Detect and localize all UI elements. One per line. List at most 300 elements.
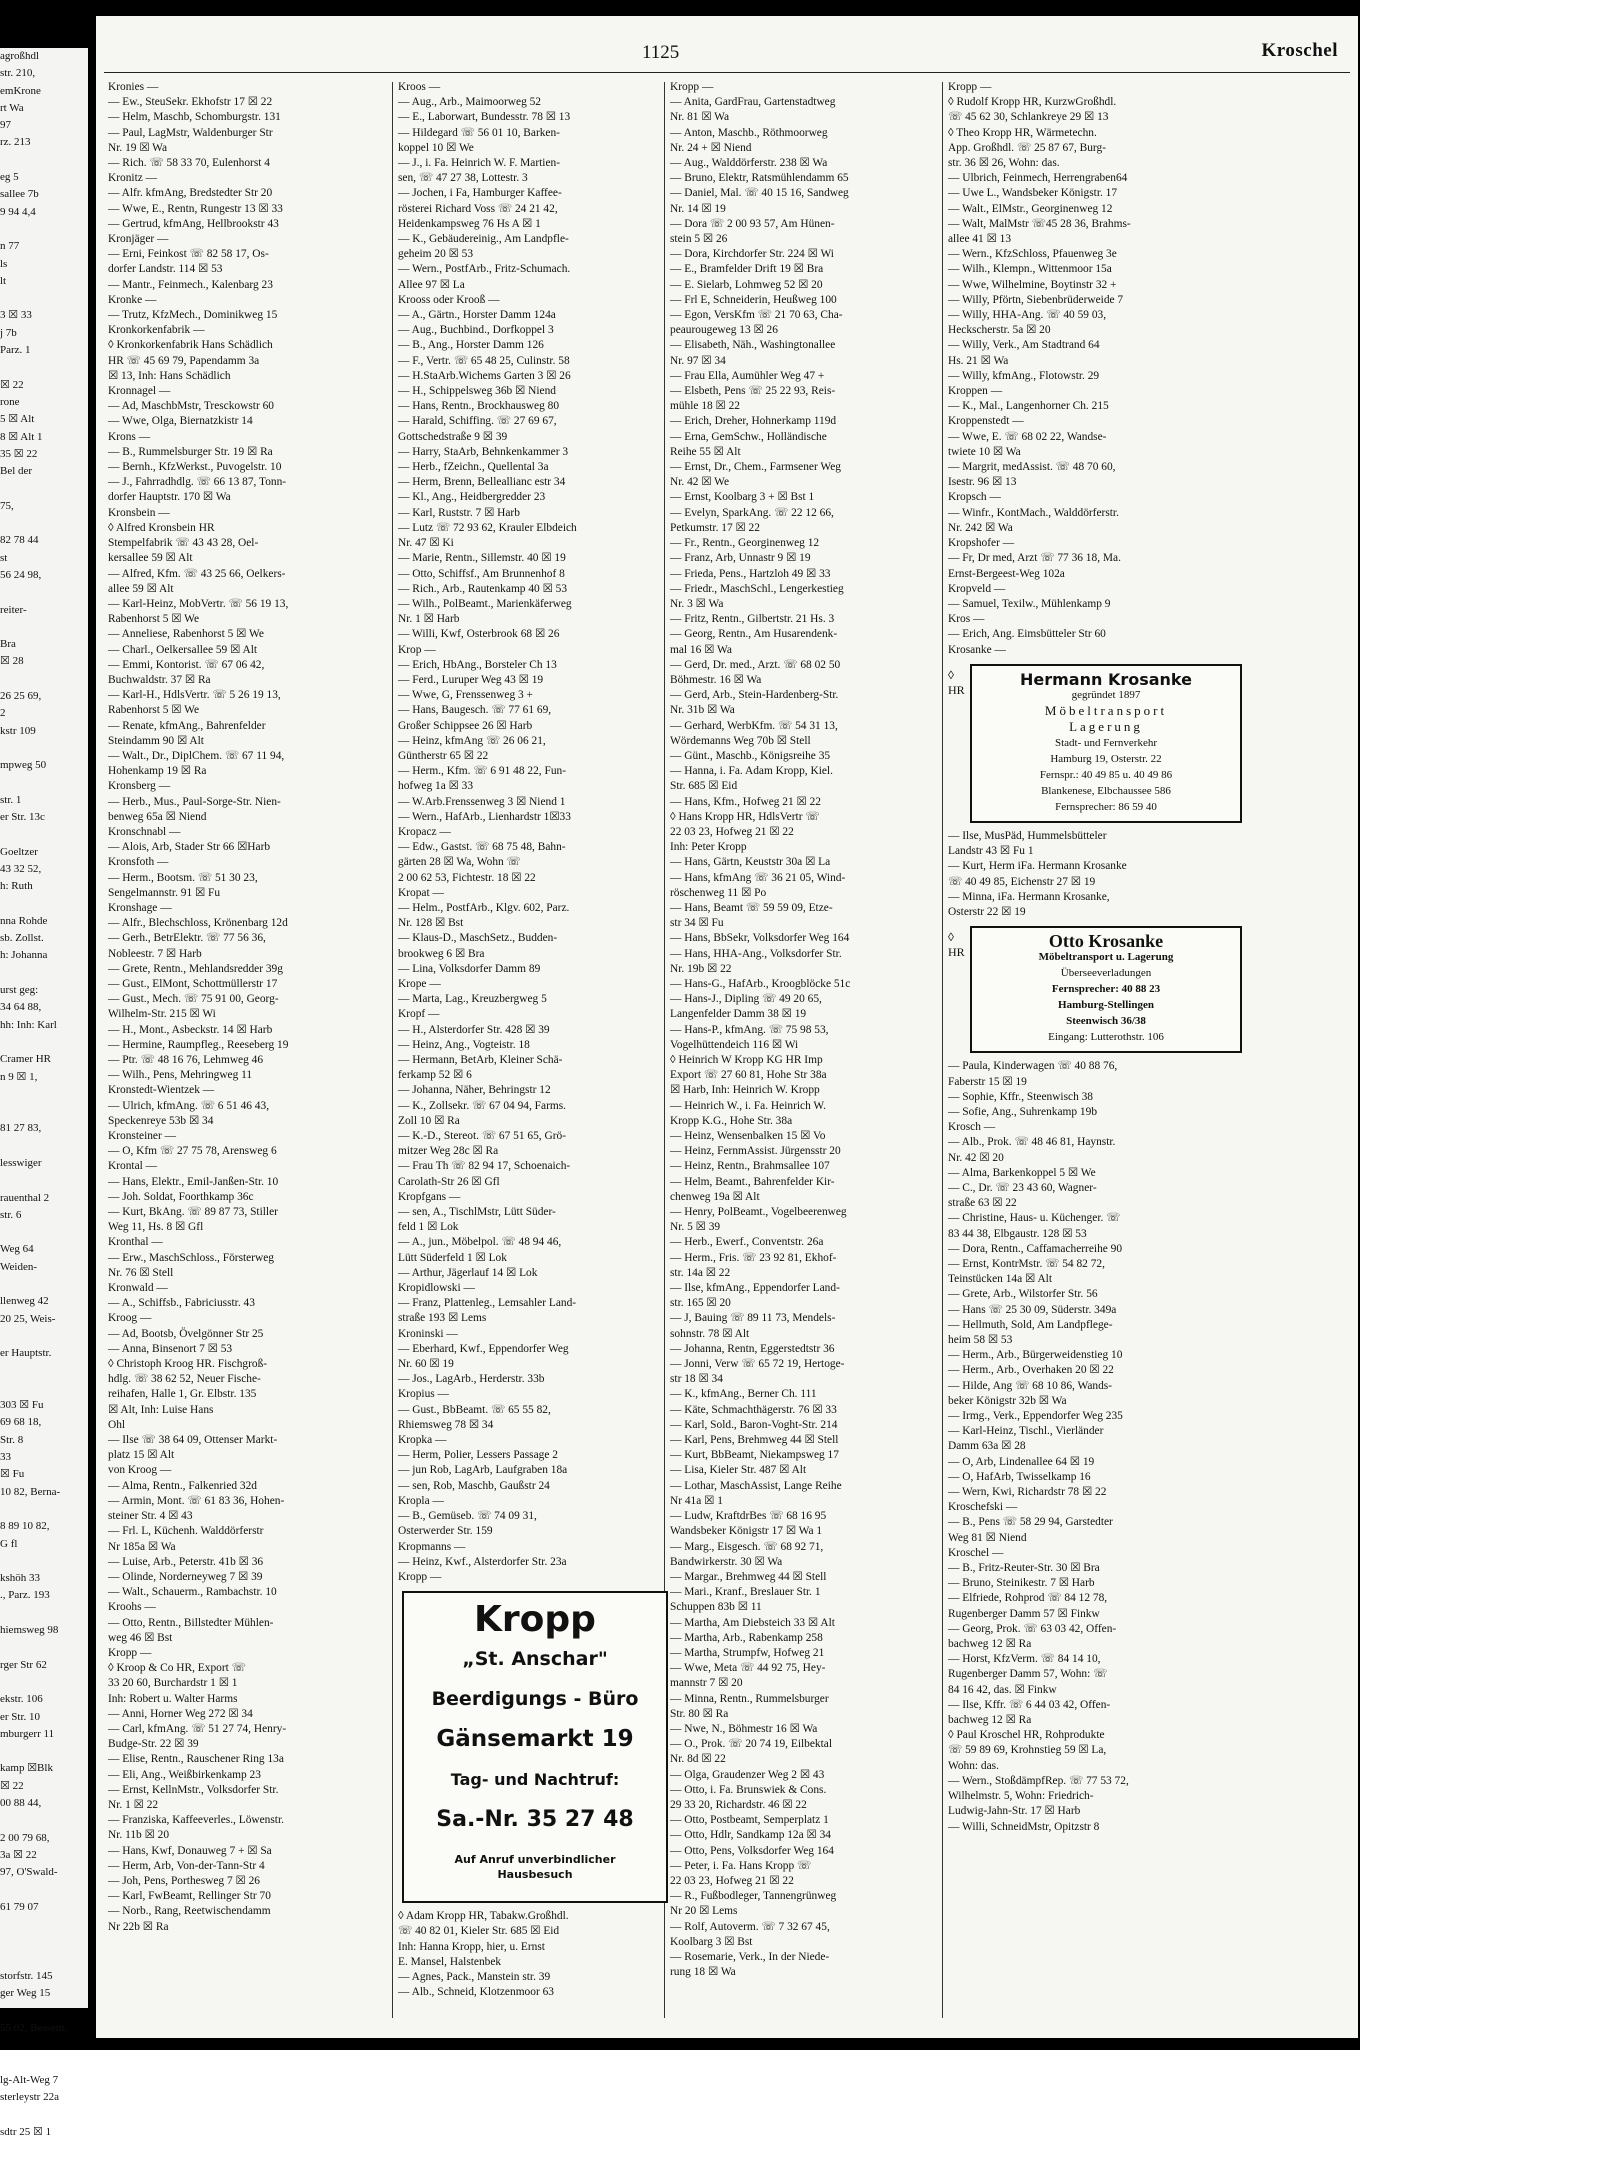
left-page-fragment: 61 79 07	[0, 1900, 39, 1913]
directory-entry: Petkumstr. 17 ☒ 22	[670, 521, 760, 534]
directory-entry: — Karl, Sold., Baron-Voght-Str. 214	[670, 1418, 838, 1431]
krosanke-ad-row	[948, 658, 1248, 829]
directory-entry: ◊ Rudolf Kropp HR, KurzwGroßhdl.	[948, 96, 1117, 109]
directory-entry: — Georg, Rentn., Am Husarendenk-	[670, 628, 838, 641]
directory-entry: — Rich., Arb., Rautenkamp 40 ☒ 53	[398, 582, 568, 595]
directory-entry: — Georg, Prok. ☏ 63 03 42, Offen-	[948, 1622, 1117, 1635]
left-page-fragment	[0, 515, 88, 532]
left-page-fragment: 69 68 18,	[0, 1416, 42, 1429]
left-page-fragment: 3 ☒ 33	[0, 309, 32, 322]
left-page-fragment: ger Weg 15	[0, 1987, 51, 2000]
left-page-fragment	[0, 1086, 88, 1103]
ad-line: Hamburg 19, Osterstr. 22	[1050, 752, 1162, 765]
directory-entry: — Anni, Horner Weg 272 ☒ 34	[108, 1707, 253, 1720]
left-page-fragment: 2	[0, 707, 6, 720]
directory-entry: ☏ 40 82 01, Kieler Str. 685 ☒ Eid	[398, 1925, 560, 1938]
directory-entry: — Walt, MalMstr ☏45 28 36, Brahms-	[948, 217, 1131, 230]
running-head: Kroschel	[1261, 40, 1338, 61]
directory-entry: — Edw., Gastst. ☏ 68 75 48, Bahn-	[398, 841, 566, 854]
directory-entry: — Wwe, Olga, Biernatzkistr 14	[108, 415, 253, 428]
left-page-fragment: 2 00 79 68,	[0, 1831, 50, 1844]
directory-entry: — Wern, Kwi, Richardstr 78 ☒ 22	[948, 1486, 1107, 1499]
directory-entry: — Otto, Pens, Volksdorfer Weg 164	[670, 1844, 834, 1857]
ad-line: Hausbesuch	[497, 1868, 573, 1882]
directory-entry: — Winfr., KontMach., Walddörferstr.	[948, 506, 1119, 519]
directory-entry: — Erich, HbAng., Borsteler Ch 13	[398, 658, 557, 671]
left-page-fragment: llenweg 42	[0, 1295, 49, 1308]
directory-entry: — Gust., Mech. ☏ 75 91 00, Georg-	[108, 993, 279, 1006]
directory-entry: — Eberhard, Kwf., Eppendorfer Weg	[398, 1342, 569, 1355]
left-page-fragment	[0, 1172, 88, 1189]
directory-entry: ☒ 13, Inh: Hans Schädlich	[108, 369, 231, 382]
left-page-fragment: 5 ☒ Alt	[0, 413, 35, 426]
left-page-fragment: er Str. 13c	[0, 811, 45, 824]
directory-entry: — B., Gemüseb. ☏ 74 09 31,	[398, 1510, 537, 1523]
directory-entry: — Willy, Pförtn, Siebenbrüderweide 7	[948, 293, 1124, 306]
left-page-fragment: storfstr. 145	[0, 1969, 53, 1982]
left-page-fragment: rt Wa	[0, 101, 24, 114]
directory-entry: beker Königstr 32b ☒ Wa	[948, 1394, 1067, 1407]
directory-entry: 2 00 62 53, Fichtestr. 18 ☒ 22	[398, 871, 536, 884]
kropp-funeral-advertisement	[402, 1591, 668, 1903]
directory-entry: Koolbarg 3 ☒ Bst	[670, 1935, 753, 1948]
directory-entry: Nr. 31b ☒ Wa	[670, 704, 735, 717]
directory-entry: — J., Fahrradhdlg. ☏ 66 13 87, Tonn-	[108, 476, 287, 489]
directory-entry: ◊ Theo Kropp HR, Wärmetechn.	[948, 126, 1097, 139]
left-page-fragment	[0, 2003, 88, 2020]
directory-entry: Kroninski —	[398, 1327, 458, 1340]
directory-entry: Kronsfoth —	[108, 856, 169, 869]
directory-entry: — Aug., Buchbind., Dorfkoppel 3	[398, 324, 554, 337]
directory-entry: — Hans-P., kfmAng. ☏ 75 98 53,	[670, 1023, 829, 1036]
directory-entry: Nr 185a ☒ Wa	[108, 1540, 176, 1553]
left-page-fragment	[0, 1605, 88, 1622]
directory-entry: 22 03 23, Hofweg 21 ☒ 22	[670, 1874, 794, 1887]
directory-entry: platz 15 ☒ Alt	[108, 1449, 175, 1462]
directory-entry: — Wwe, E., Rentn, Rungestr 13 ☒ 33	[108, 202, 283, 215]
directory-entry: — Erni, Feinkost ☏ 82 58 17, Os-	[108, 248, 269, 261]
directory-entry: — Karl-Heinz, Tischl., Vierländer	[948, 1425, 1104, 1438]
ad-line: Fernsprecher: 40 88 23	[1051, 983, 1161, 996]
directory-entry: 33 20 60, Burchardstr 1 ☒ 1	[108, 1677, 238, 1690]
left-page-fragment: sb. Zollst.	[0, 932, 44, 945]
directory-entry: — K., Zollsekr. ☏ 67 04 94, Farms.	[398, 1099, 567, 1112]
left-page-fragment	[0, 1138, 88, 1155]
directory-entry: — Hans, Gärtn, Keuststr 30a ☒ La	[670, 856, 831, 869]
directory-entry: — Sophie, Kffr., Steenwisch 38	[948, 1090, 1094, 1103]
directory-entry: — Ulbrich, Feinmech, Herrengraben64	[948, 172, 1128, 185]
directory-entry: Kropidlowski —	[398, 1282, 475, 1295]
ad-phone: Sa.-Nr. 35 27 48	[436, 1807, 634, 1833]
left-page-fragment	[0, 965, 88, 982]
directory-entry: — O., Prok. ☏ 20 74 19, Eilbektal	[670, 1738, 832, 1751]
directory-entry: — Johanna, Rentn, Eggerstedtstr 36	[670, 1342, 835, 1355]
directory-entry: Böhmestr. 16 ☒ Wa	[670, 673, 762, 686]
directory-entry: Kropka —	[398, 1434, 447, 1447]
left-page-fragment: 00 88 44,	[0, 1796, 42, 1809]
directory-entry: — Hermine, Raumpfleg., Reeseberg 19	[108, 1038, 289, 1051]
directory-entry: peaurougeweg 13 ☒ 26	[670, 324, 778, 337]
ad-name: Otto Krosanke	[1048, 931, 1164, 952]
directory-entry: — Herb., Ewerf., Conventstr. 26a	[670, 1236, 824, 1249]
directory-entry: Kronitz —	[108, 172, 158, 185]
left-page-fragment	[0, 290, 88, 307]
left-page-fragment: Bel der	[0, 465, 33, 478]
directory-entry: Sengelmannstr. 91 ☒ Fu	[108, 886, 221, 899]
directory-entry: — Gust., ElMont, Schottmüllerstr 17	[108, 977, 278, 990]
directory-entry: hdlg. ☏ 38 62 52, Neuer Fische-	[108, 1373, 261, 1386]
left-page-fragment: str. 210,	[0, 67, 36, 80]
left-page-fragment: agroßhdl	[0, 50, 40, 62]
directory-entry: — Johanna, Näher, Behringstr 12	[398, 1084, 551, 1097]
directory-entry: — Karl, Ruststr. 7 ☒ Harb	[398, 506, 520, 519]
left-page-fragment: 81 27 83,	[0, 1122, 42, 1135]
directory-entry: — Alma, Rentn., Falkenried 32d	[108, 1479, 258, 1492]
directory-entry: — Franziska, Kaffeeverles., Löwenstr.	[108, 1814, 284, 1827]
left-page-fragment: sallee 7b	[0, 188, 39, 201]
directory-entry: Kropsch —	[948, 491, 1001, 504]
column-3	[670, 80, 946, 2035]
ad-line: Blankenese, Elbchaussee 586	[1041, 784, 1171, 797]
ad-line: Fernsprecher: 86 59 40	[1055, 800, 1157, 813]
directory-entry: Nr. 128 ☒ Bst	[398, 917, 464, 930]
directory-entry: Nr. 5 ☒ 39	[670, 1221, 721, 1234]
directory-entry: — Aug., Arb., Maimoorweg 52	[398, 96, 542, 109]
directory-entry: — Heinrich W., i. Fa. Heinrich W.	[670, 1099, 826, 1112]
left-page-fragment: lt	[0, 274, 7, 287]
ad-line: Steenwisch 36/38	[1066, 1015, 1146, 1028]
directory-entry: allee 41 ☒ 13	[948, 233, 1012, 246]
directory-entry: koppel 10 ☒ We	[398, 141, 474, 154]
directory-page	[96, 16, 1358, 2038]
directory-entry: Carolath-Str 26 ☒ Gfl	[398, 1175, 500, 1188]
directory-entry: — Friedr., MaschSchl., Lengerkestieg	[670, 582, 844, 595]
directory-entry: Nr. 8d ☒ 22	[670, 1753, 726, 1766]
directory-entry: ◊ Kronkorkenfabrik Hans Schädlich	[108, 339, 273, 352]
directory-entry: Rhiemsweg 78 ☒ 34	[398, 1418, 494, 1431]
left-page-fragment	[0, 1034, 88, 1051]
directory-entry: — Jos., LagArb., Herderstr. 33b	[398, 1373, 545, 1386]
directory-entry: — K., Mal., Langenhorner Ch. 215	[948, 400, 1109, 413]
directory-entry: ◊ Paul Kroschel HR, Rohprodukte	[948, 1729, 1105, 1742]
directory-entry: Kronsteiner —	[108, 1130, 177, 1143]
directory-entry: Kroschefski —	[948, 1501, 1018, 1514]
directory-entry: — Herm., Arb., Overhaken 20 ☒ 22	[948, 1364, 1114, 1377]
ad-line: Tag- und Nachtruf:	[450, 1770, 620, 1789]
directory-entry: — Anton, Maschb., Röthmoorweg	[670, 126, 828, 139]
directory-entry: rung 18 ☒ Wa	[670, 1966, 736, 1979]
ad-line: Möbeltransport	[1044, 702, 1168, 718]
directory-entry: Nr. 1 ☒ Harb	[398, 613, 460, 626]
directory-entry: Kronsbein —	[108, 506, 170, 519]
directory-entry: — Grete, Arb., Wilstorfer Str. 56	[948, 1288, 1098, 1301]
directory-entry: — Frau Th ☏ 82 94 17, Schoenaich-	[398, 1160, 571, 1173]
directory-entry: — Hans-J., Dipling ☏ 49 20 65,	[670, 993, 822, 1006]
left-page-fragment: urst geg:	[0, 984, 39, 997]
directory-entry: Damm 63a ☒ 28	[948, 1440, 1026, 1453]
left-page-fragment: ☒ 22	[0, 378, 24, 391]
directory-entry: Export ☏ 27 60 81, Hohe Str 38a	[670, 1069, 827, 1082]
directory-entry: str 34 ☒ Fu	[670, 917, 724, 930]
directory-entry: Wilhelm-Str. 215 ☒ Wi	[108, 1008, 216, 1021]
directory-entry: — C., Dr. ☏ 23 43 60, Wagner-	[948, 1181, 1097, 1194]
left-page-fragment: mburgerr 11	[0, 1727, 55, 1740]
directory-entry: — sen, A., TischlMstr, Lütt Süder-	[398, 1206, 556, 1219]
header-rule	[104, 72, 1350, 73]
directory-entry: — Harald, Schiffing. ☏ 27 69 67,	[398, 415, 557, 428]
directory-entry: Kronkorkenfabrik —	[108, 324, 205, 337]
directory-entry: str. 36 ☒ 26, Wohn: das.	[948, 157, 1060, 170]
directory-entry: — K.-D., Stereot. ☏ 67 51 65, Grö-	[398, 1130, 566, 1143]
directory-entry: — Wern., HafArb., Lienhardstr 1☒33	[398, 810, 571, 823]
left-page-fragment: emKrone	[0, 84, 41, 97]
left-page-fragment: h: Johanna	[0, 949, 48, 962]
directory-entry: — Ew., SteuSekr. Ekhofstr 17 ☒ 22	[108, 96, 273, 109]
left-page-fragment: 8 89 10 82,	[0, 1520, 50, 1533]
directory-entry: Nr. 47 ☒ Ki	[398, 537, 454, 550]
krosanke-ad-row	[948, 920, 1248, 1059]
directory-entry: — Elsbeth, Pens ☏ 25 22 93, Reis-	[670, 385, 836, 398]
directory-entry: — Klaus-D., MaschSetz., Budden-	[398, 932, 558, 945]
directory-entry: bachweg 12 ☒ Ra	[948, 1714, 1032, 1727]
directory-entry: Inh: Peter Kropp	[670, 841, 747, 854]
directory-entry: steiner Str. 4 ☒ 43	[108, 1510, 193, 1523]
directory-entry: Kroohs —	[108, 1601, 156, 1614]
directory-entry: — J, Bauing ☏ 89 11 73, Mendels-	[670, 1312, 836, 1325]
directory-entry: — Hellmuth, Sold, Am Landpflege-	[948, 1318, 1113, 1331]
directory-entry: — Karl, FwBeamt, Rellinger Str 70	[108, 1890, 271, 1903]
directory-entry: — Walt., ElMstr., Georginenweg 12	[948, 202, 1113, 215]
directory-entry: Nr. 76 ☒ Stell	[108, 1266, 174, 1279]
directory-entry: ☏ 40 49 85, Eichenstr 27 ☒ 19	[948, 875, 1096, 888]
directory-entry: — Ilse, kfmAng., Eppendorfer Land-	[670, 1282, 840, 1295]
directory-entry: — Heinz, Wensenbalken 15 ☒ Vo	[670, 1130, 826, 1143]
directory-entry: — Heinz, Rentn., Brahmsallee 107	[670, 1160, 830, 1173]
directory-entry: — Hans, HHA-Ang., Volksdorfer Str.	[670, 947, 842, 960]
ad-name: Hermann Krosanke	[1019, 669, 1192, 689]
left-page-fragment: 97	[0, 119, 11, 132]
directory-entry: — Karl-Heinz, MobVertr. ☏ 56 19 13,	[108, 597, 289, 610]
directory-entry: — Martha, Am Diebsteich 33 ☒ Alt	[670, 1616, 835, 1629]
directory-entry: Ernst-Bergeest-Weg 102a	[948, 567, 1065, 580]
directory-entry: Nr. 14 ☒ 19	[670, 202, 726, 215]
directory-entry: Kropat —	[398, 886, 444, 899]
directory-entry: mannstr 7 ☒ 20	[670, 1677, 743, 1690]
directory-entry: chenweg 19a ☒ Alt	[670, 1190, 760, 1203]
left-page-fragment: Str. 8	[0, 1433, 24, 1446]
directory-entry: straße 193 ☒ Lems	[398, 1312, 487, 1325]
directory-entry: Krooss oder Krooß —	[398, 293, 500, 306]
directory-entry: allee 59 ☒ Alt	[108, 582, 174, 595]
left-page-fragment	[0, 221, 88, 238]
directory-entry: ferkamp 52 ☒ 6	[398, 1069, 472, 1082]
directory-entry: — Alma, Barkenkoppel 5 ☒ We	[948, 1166, 1096, 1179]
directory-entry: — Rolf, Autoverm. ☏ 7 32 67 45,	[670, 1920, 830, 1933]
directory-entry: — Walt., Schauerm., Rambachstr. 10	[108, 1586, 277, 1599]
directory-entry: — Samuel, Texilw., Mühlenkamp 9	[948, 597, 1111, 610]
directory-entry: — Emmi, Kontorist. ☏ 67 06 42,	[108, 658, 265, 671]
directory-entry: — Wern., KfzSchloss, Pfauenweg 3e	[948, 248, 1117, 261]
directory-entry: — O, Kfm ☏ 27 75 78, Arensweg 6	[108, 1145, 277, 1158]
left-page-fragment: kshöh 33	[0, 1572, 41, 1585]
directory-entry: — Hans ☏ 25 30 09, Süderstr. 349a	[948, 1303, 1117, 1316]
left-page-fragment	[0, 1103, 88, 1120]
directory-entry: — Minna, Rentn., Rummelsburger	[670, 1692, 829, 1705]
directory-entry: Schuppen 83b ☒ 11	[670, 1601, 762, 1614]
directory-entry: — Norb., Rang, Reetwischendamm	[108, 1905, 271, 1918]
left-page-fragment	[0, 1951, 88, 1968]
directory-entry: Wördemanns Weg 70b ☒ Stell	[670, 734, 811, 747]
directory-entry: — Martha, Strumpfw, Hofweg 21	[670, 1646, 825, 1659]
directory-entry: Nr. 97 ☒ 34	[670, 354, 726, 367]
directory-entry: Kronstedt-Wientzek —	[108, 1084, 215, 1097]
left-page-fragment: str. 1	[0, 793, 22, 806]
directory-entry: — Elise, Rentn., Rauschener Ring 13a	[108, 1753, 284, 1766]
directory-entry: Nr 20 ☒ Lems	[670, 1905, 738, 1918]
directory-entry: Nobleestr. 7 ☒ Harb	[108, 947, 202, 960]
directory-entry: Lütt Süderfeld 1 ☒ Lok	[398, 1251, 507, 1264]
directory-entry: — Margar., Brehmweg 44 ☒ Stell	[670, 1570, 827, 1583]
directory-entry: — Dora ☏ 2 00 93 57, Am Hünen-	[670, 217, 835, 230]
directory-entry: — Trutz, KfzMech., Dominikweg 15	[108, 309, 278, 322]
directory-entry: — Gerd, Dr. med., Arzt. ☏ 68 02 50	[670, 658, 841, 671]
directory-entry: Nr. 81 ☒ Wa	[670, 111, 730, 124]
left-page-fragment: lg-Alt-Weg 7	[0, 2073, 59, 2086]
directory-entry: Kronshage —	[108, 901, 172, 914]
directory-entry: ☒ Alt, Inh: Luise Hans	[108, 1403, 214, 1416]
directory-entry: 22 03 23, Hofweg 21 ☒ 22	[670, 825, 794, 838]
directory-entry: stein 5 ☒ 26	[670, 233, 728, 246]
directory-entry: Kropp —	[108, 1646, 152, 1659]
directory-entry: — Heinz, kfmAng ☏ 26 06 21,	[398, 734, 546, 747]
directory-entry: — Paul, LagMstr, Waldenburger Str	[108, 126, 273, 139]
ad-line: Stadt- und Fernverkehr	[1054, 736, 1158, 749]
left-page-fragment: sdtr 25 ☒ 1	[0, 2125, 52, 2138]
ad-line: Gänsemarkt 19	[436, 1725, 634, 1752]
directory-entry: — Ptr. ☏ 48 16 76, Lehmweg 46	[108, 1054, 264, 1066]
directory-entry: — Armin, Mont. ☏ 61 83 36, Hohen-	[108, 1494, 285, 1507]
directory-entry: — Hildegard ☏ 56 01 10, Barken-	[398, 126, 560, 139]
left-page-fragment: 10 82, Berna-	[0, 1485, 61, 1498]
directory-entry: — Herm., Arb., Bürgerweidenstieg 10	[948, 1349, 1123, 1362]
directory-entry: — Olinde, Norderneyweg 7 ☒ 39	[108, 1570, 263, 1583]
directory-entry: — Willy, Verk., Am Stadtrand 64	[948, 339, 1100, 352]
directory-entry: — Herb., Mus., Paul-Sorge-Str. Nien-	[108, 795, 281, 808]
directory-entry: — Otto, Rentn., Billstedter Mühlen-	[108, 1616, 274, 1629]
previous-page-edge	[0, 48, 88, 2138]
directory-entry: — Mantr., Feinmech., Kalenbarg 23	[108, 278, 273, 291]
directory-entry: — Karl-H., HdlsVertr. ☏ 5 26 19 13,	[108, 689, 281, 702]
directory-entry: Kropacz —	[398, 825, 451, 838]
left-page-fragment: ., Parz. 193	[0, 1589, 50, 1602]
left-page-fragment: 82 78 44	[0, 534, 39, 547]
left-page-fragment: Goeltzer	[0, 845, 38, 858]
left-page-fragment: Weg 64	[0, 1243, 34, 1256]
directory-entry: ◊ Alfred Kronsbein HR	[108, 521, 215, 534]
directory-entry: — Peter, i. Fa. Hans Kropp ☏	[670, 1859, 812, 1872]
directory-entry: str. 14a ☒ 22	[670, 1266, 731, 1279]
left-page-fragment: ☒ 22	[0, 1779, 24, 1792]
hermann-krosanke-advertisement	[970, 664, 1242, 823]
directory-entry: Teinstücken 14a ☒ Alt	[948, 1273, 1052, 1286]
left-page-fragment: nna Rohde	[0, 914, 48, 927]
column-4-entries-krosanke	[948, 829, 1248, 920]
directory-entry: dorfer Landstr. 114 ☒ 53	[108, 263, 223, 276]
directory-entry: — Kurt, BkAng. ☏ 89 87 73, Stiller	[108, 1206, 278, 1219]
left-page-fragment: 8 ☒ Alt 1	[0, 430, 43, 443]
directory-entry: — H., Alsterdorfer Str. 428 ☒ 39	[398, 1023, 550, 1036]
directory-entry: — Daniel, Mal. ☏ 40 15 16, Sandweg	[670, 187, 849, 200]
directory-entry: — Henry, PolBeamt., Vogelbeerenweg	[670, 1206, 847, 1219]
directory-entry: — Harry, StaArb, Behnkenkammer 3	[398, 445, 569, 458]
ad-name: Kropp	[474, 1598, 596, 1640]
directory-entry: — Wwe, Meta ☏ 44 92 75, Hey-	[670, 1662, 826, 1675]
directory-entry: Landstr 43 ☒ Fu 1	[948, 845, 1034, 858]
directory-entry: str. 165 ☒ 20	[670, 1297, 731, 1310]
directory-entry: — Erna, GemSchw., Holländische	[670, 430, 827, 443]
directory-entry: — Kurt, BbBeamt, Niekampsweg 17	[670, 1449, 839, 1462]
directory-entry: — Gerd, Arb., Stein-Hardenberg-Str.	[670, 689, 839, 702]
directory-entry: rösterei Richard Voss ☏ 24 21 42,	[398, 202, 558, 215]
directory-entry: Nr. 42 ☒ We	[670, 476, 730, 489]
directory-entry: geheim 20 ☒ 53	[398, 248, 474, 261]
directory-entry: Nr 22b ☒ Ra	[108, 1920, 169, 1933]
left-page-fragment: Cramer HR	[0, 1053, 52, 1066]
directory-entry: — Evelyn, SparkAng. ☏ 22 12 66,	[670, 506, 834, 519]
directory-entry: — Eli, Ang., Weißbirkenkamp 23	[108, 1768, 261, 1781]
ad-line: Möbeltransport u. Lagerung	[1038, 951, 1174, 964]
left-page-fragment: n 9 ☒ 1,	[0, 1070, 38, 1083]
directory-entry: Kronke —	[108, 293, 157, 306]
directory-entry: — Wilh., Pens, Mehringweg 11	[108, 1069, 253, 1082]
directory-entry: — Käte, Schmachthägerstr. 76 ☒ 33	[670, 1403, 837, 1416]
directory-entry: benweg 65a ☒ Niend	[108, 810, 207, 823]
left-page-fragment: 34 64 88,	[0, 1001, 42, 1014]
left-page-fragment: 55 02, Bessem.	[0, 2021, 68, 2034]
left-page-fragment	[0, 1916, 88, 1933]
directory-entry: — Alfr., Blechschloss, Krönenbarg 12d	[108, 917, 288, 930]
left-page-fragment: 303 ☒ Fu	[0, 1399, 44, 1412]
directory-entry: twiete 10 ☒ Wa	[948, 445, 1021, 458]
directory-entry: Hs. 21 ☒ Wa	[948, 354, 1009, 367]
directory-entry: — J., i. Fa. Heinrich W. F. Martien-	[398, 157, 561, 170]
directory-entry: App. Großhdl. ☏ 25 87 67, Burg-	[948, 141, 1106, 154]
left-page-fragment: hh: Inh: Karl	[0, 1018, 57, 1031]
page-number: 1125	[642, 42, 680, 63]
directory-entry: — Lutz ☏ 72 93 62, Krauler Elbdeich	[398, 521, 577, 534]
left-page-fragment: 33	[0, 1451, 11, 1464]
directory-entry: Kropmanns —	[398, 1540, 466, 1553]
left-page-fragment	[0, 1881, 88, 1898]
directory-entry: — Ernst, KontrMstr. ☏ 54 82 72,	[948, 1257, 1105, 1270]
directory-entry: — Hans, Elektr., Emil-Janßen-Str. 10	[108, 1175, 279, 1188]
directory-entry: Kropp —	[398, 1570, 442, 1583]
directory-entry: Str. 80 ☒ Ra	[670, 1707, 729, 1720]
directory-entry: — R., Fußbodleger, Tannengrünweg	[670, 1890, 837, 1903]
column-1	[108, 80, 384, 2035]
directory-entry: — Kurt, Herm iFa. Hermann Krosanke	[948, 860, 1127, 873]
directory-entry: Bandwirkerstr. 30 ☒ Wa	[670, 1555, 783, 1568]
directory-entry: Nr 41a ☒ 1	[670, 1494, 723, 1507]
left-page-fragment: rz. 213	[0, 136, 31, 149]
directory-entry: — Heinz, Ang., Vogteistr. 18	[398, 1038, 530, 1051]
directory-entry: Rabenhorst 5 ☒ We	[108, 613, 200, 626]
directory-entry: — B., Ang., Horster Damm 126	[398, 339, 544, 352]
directory-entry: — Hans, Kwf, Donauweg 7 + ☒ Sa	[108, 1844, 272, 1857]
ad-line: Lagerung	[1069, 718, 1143, 734]
directory-entry: Ohl	[108, 1418, 126, 1431]
directory-entry: Kronwald —	[108, 1282, 168, 1295]
